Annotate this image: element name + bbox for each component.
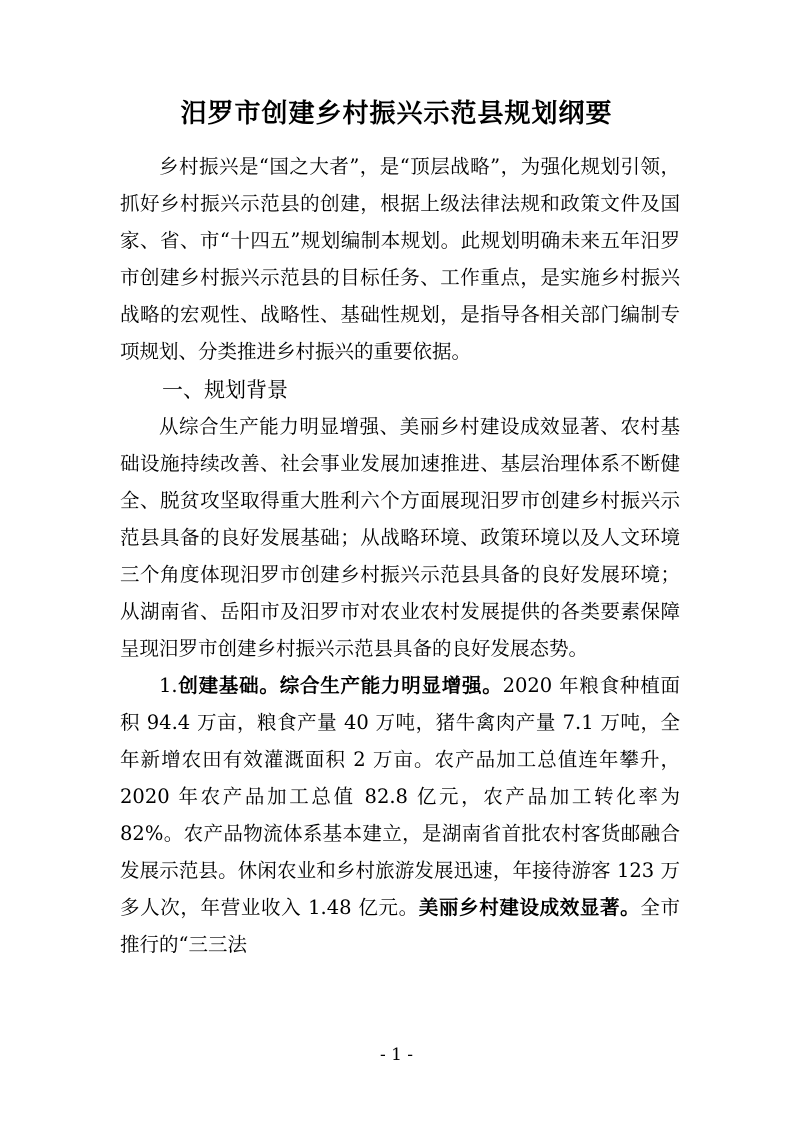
section-summary-paragraph: 从综合生产能力明显增强、美丽乡村建设成效显著、农村基础设施持续改善、社会事业发展加速推进、基层治理体系不断健全、脱贫攻坚取得重大胜利六个方面展现汨罗市创建乡村振兴示范县具备的良好发展基础；从战略环境、政策环境以及人文环境三个角度体现汨罗市创建乡村振兴示范县具备的良好发展环境；从湖南省、岳阳市及汨罗市对农业农村发展提供的各类要素保障呈现汨罗市创建乡村振兴示范县具备的良好发展态势。 [120,415,680,660]
document-body [120,148,680,963]
item-number: 1. [159,674,178,697]
beautiful-village-text: 全市推行的“三三法 [120,896,680,956]
item-paragraph [120,667,680,963]
section-heading: 一、规划背景 [162,378,288,402]
document-title: 汨罗市创建乡村振兴示范县规划纲要 [180,99,613,129]
item-label: 创建基础。 [177,674,280,697]
subheading-production: 综合生产能力明显增强。 [279,674,503,697]
subheading-beautiful-village: 美丽乡村建设成效显著。 [418,896,641,919]
page-number: - 1 - [379,1045,414,1065]
production-text: 2020 年粮食种植面积 94.4 万亩，粮食产量 40 万吨，猪牛禽肉产量 7.1 万吨，全年新增农田有效灌溉面积 2 万亩。农产品加工总值连年攀升，2020 年农产品加工总值 82.8 亿元，农产品加工转化率为 82%。农产品物流体系基本建立，是湖南省首批农村客货邮融合发展示范县。休闲农业和乡村旅游发展迅速，年接待游客 123 万多人次，年营业收入 1.48 亿元。 [120,674,680,919]
intro-paragraph: 乡村振兴是“国之大者”，是“顶层战略”，为强化规划引领，抓好乡村振兴示范县的创建，根据上级法律法规和政策文件及国家、省、市“十四五”规划编制本规划。此规划明确未来五年汨罗市创建乡村振兴示范县的目标任务、工作重点，是实施乡村振兴战略的宏观性、战略性、基础性规划，是指导各相关部门编制专项规划、分类推进乡村振兴的重要依据。 [120,155,680,363]
